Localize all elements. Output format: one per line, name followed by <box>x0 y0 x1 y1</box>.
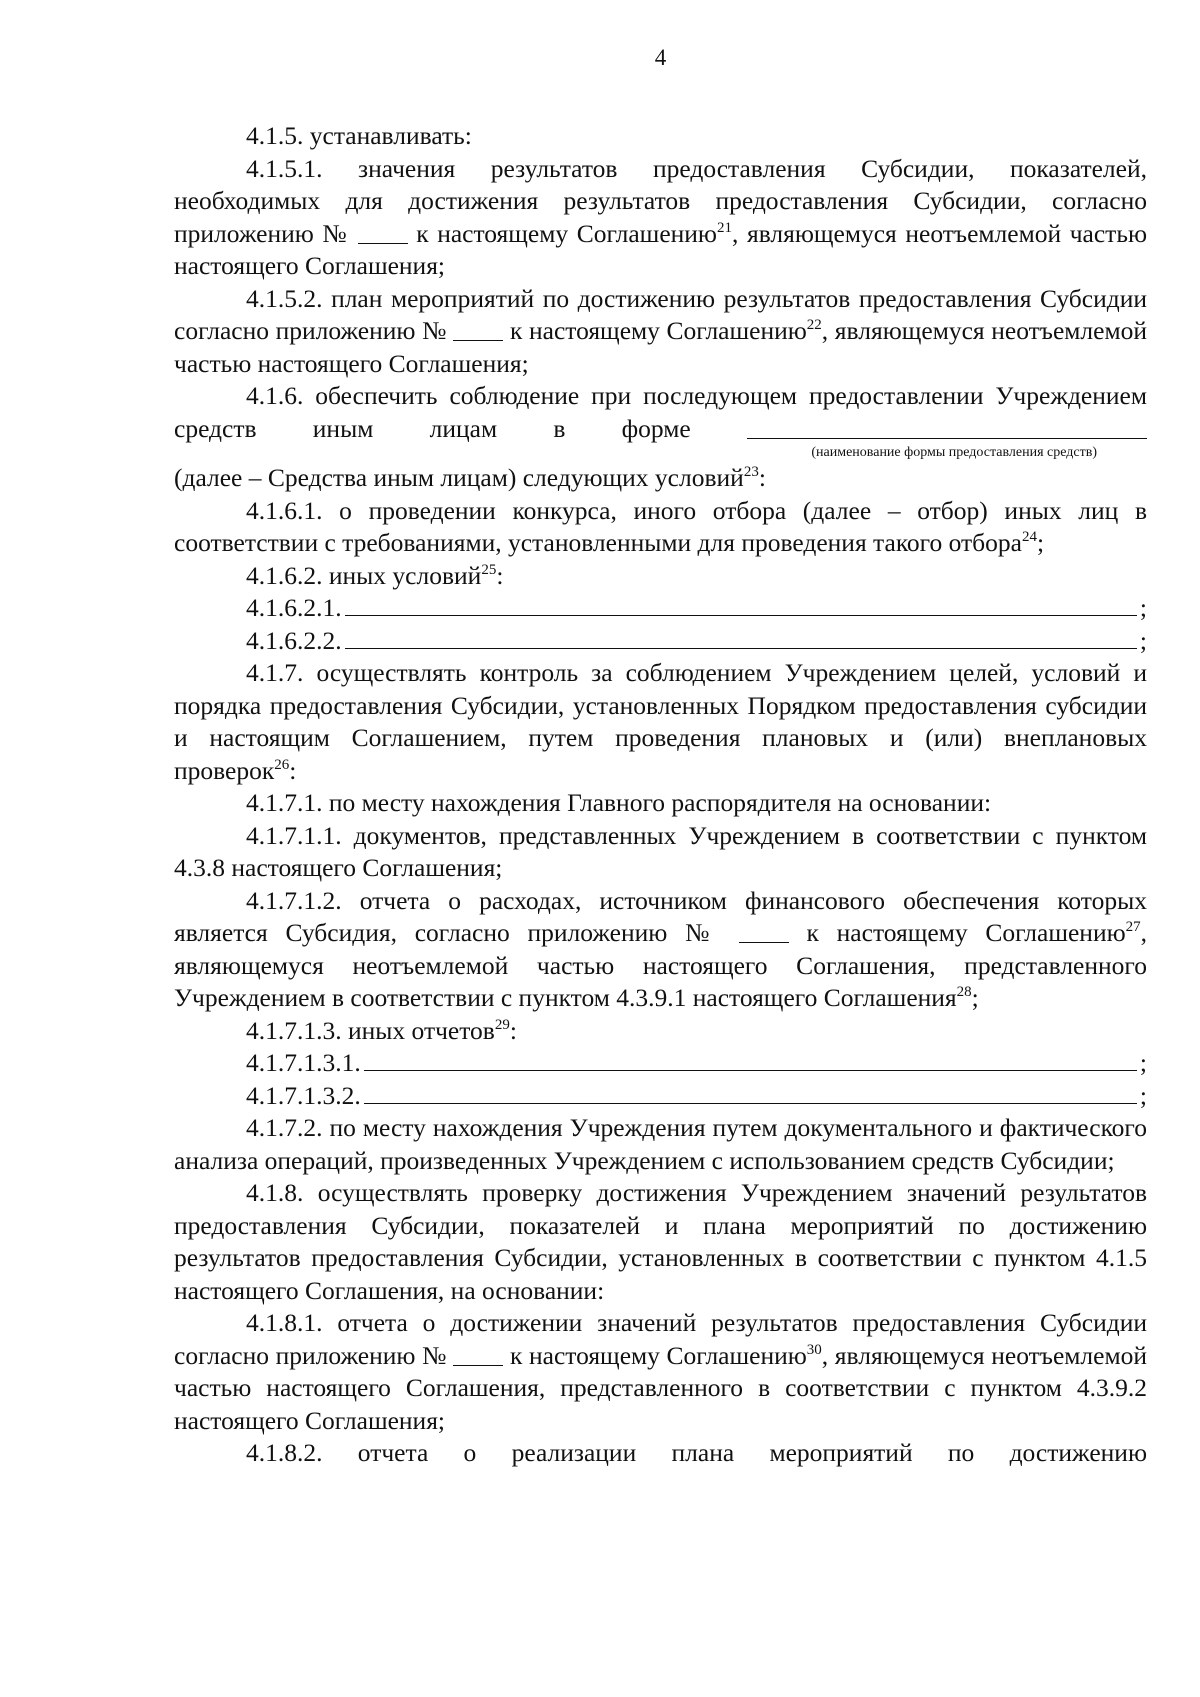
clause-text: 4.1.6.1. о проведении конкурса, иного отбора (далее – отбор) иных лиц в соответствии с требованиями, установленными для проведения такого отбора <box>174 495 1147 557</box>
blank-line <box>345 593 1137 616</box>
blank-line <box>364 1081 1137 1104</box>
clause-text: ; <box>1139 1080 1147 1110</box>
clause-text: 4.1.7.1.3.1. <box>246 1048 361 1077</box>
page-number: 4 <box>654 45 667 70</box>
footnote-ref: 30 <box>806 1341 822 1358</box>
clause-text: 4.1.6.2.2. <box>246 625 342 655</box>
clause-text: к настоящему Соглашению <box>416 218 717 248</box>
clause-text: 4.1.7.1.1. документов, представленных Учреждением в соответствии с пунктом 4.3.8 настоящего Соглашения; <box>174 820 1147 882</box>
footnote-ref: 22 <box>806 317 822 333</box>
clause-text: 4.1.6.2. иных условий <box>246 560 482 590</box>
clause-4-1-7-1-3-1 <box>174 1047 1147 1080</box>
footnote-ref: 27 <box>1125 919 1141 935</box>
blank-line <box>453 318 503 341</box>
clause-text: 4.1.7.2. по месту нахождения Учреждения путем документального и фактического анализа операций, произведенных Учреждением с использованием средств Субсидии; <box>174 1113 1147 1175</box>
clause-text: ; <box>1036 528 1045 557</box>
clause-4-1-8 <box>174 1177 1147 1307</box>
clause-text: 4.1.6.2.1. <box>246 593 342 622</box>
clause-text: 4.1.7.1. по месту нахождения Главного распорядителя на основании: <box>246 788 992 817</box>
clause-text: , являющемуся неотъемлемой частью настоящего Соглашения, представленного в соответствии с пунктом 4.3.9.2 настоящего Соглашения; <box>174 1340 1147 1435</box>
clause-text: ; <box>1139 1048 1147 1077</box>
clause-4-1-8-1 <box>174 1307 1147 1437</box>
clause-text: , являющемуся неотъемлемой частью настоящего Соглашения; <box>174 316 1147 378</box>
clause-4-1-6 <box>174 380 1147 445</box>
clause-text: ; <box>1139 593 1147 622</box>
blank-line <box>739 920 789 943</box>
footnote-ref: 28 <box>956 984 972 1000</box>
clause-text: 4.1.5.2. план мероприятий по достижению результатов предоставления Субсидии согласно приложению № <box>174 283 1147 345</box>
clause-4-1-7-1-3-2 <box>174 1080 1147 1113</box>
clause-4-1-6-1 <box>174 495 1147 560</box>
clause-4-1-6-2-2 <box>174 625 1147 658</box>
clause-4-1-7-1 <box>174 787 1147 820</box>
clause-text: 4.1.8.1. отчета о достижении значений результатов предоставления Субсидии согласно приложению № <box>174 1308 1147 1370</box>
clause-4-1-5-2 <box>174 283 1147 381</box>
document-body <box>174 120 1147 1470</box>
clause-text: 4.1.7.1.3. иных отчетов <box>246 1015 495 1045</box>
clause-text: 4.1.7. осуществлять контроль за соблюдением Учреждением целей, условий и порядка предоставления Субсидии, установленных Порядком предоставления субсидии и настоящим Соглашением, путем проведения плановых и (или) внеплановых проверок <box>174 658 1147 785</box>
clause-text: ; <box>971 983 979 1012</box>
clause-4-1-6-2-1 <box>174 592 1147 625</box>
clause-text: 4.1.8.2. отчета о реализации плана мероприятий по достижению <box>246 1438 1147 1467</box>
form-name-blank <box>747 416 1147 439</box>
clause-text: , являющемуся неотъемлемой частью настоящего Соглашения; <box>174 218 1148 280</box>
clause-text: : <box>758 463 766 492</box>
clause-text: 4.1.6. обеспечить соблюдение при последующем предоставлении Учреждением средств иным лицам в форме <box>174 381 1147 443</box>
clause-4-1-8-2 <box>174 1437 1147 1470</box>
clause-4-1-7-1-2 <box>174 885 1147 1015</box>
clause-text: 4.1.8. осуществлять проверку достижения Учреждением значений результатов предоставления Субсидии, показателей и плана мероприятий по достижению результатов предоставления Субсидии, установленных в соответствии с пунктом 4.1.5 настоящего Соглашения, на основании: <box>174 1178 1147 1305</box>
clause-4-1-7 <box>174 657 1147 787</box>
blank-line <box>453 1343 503 1366</box>
clause-text: к настоящему Соглашению <box>806 918 1126 947</box>
footnote-ref: 26 <box>274 756 290 773</box>
clause-4-1-6-2 <box>174 560 1147 593</box>
clause-text: (далее – Средства иным лицам) следующих условий <box>174 463 744 492</box>
clause-text: 4.1.7.1.3.2. <box>246 1080 361 1110</box>
clause-text: : <box>509 1015 517 1045</box>
blank-caption: (наименование формы предоставления средств) <box>811 445 1097 460</box>
clause-4-1-7-1-1 <box>174 820 1147 885</box>
clause-4-1-7-1-3 <box>174 1015 1147 1048</box>
clause-text: 4.1.5.1. значения результатов предоставления Субсидии, показателей, необходимых для достижения результатов предоставления Субсидии, согласно приложению № <box>174 153 1147 248</box>
clause-text: 4.1.7.1.2. отчета о расходах, источником финансового обеспечения которых является Субсидия, согласно приложению № <box>174 885 1147 947</box>
clause-text: , являющемуся неотъемлемой частью настоящего Соглашения, представленного Учреждением в соответствии с пунктом 4.3.9.1 настоящего Соглашения <box>174 918 1148 1012</box>
footnote-ref: 24 <box>1021 529 1037 545</box>
footnote-ref: 21 <box>716 219 732 236</box>
clause-text: : <box>289 755 297 785</box>
blank-line <box>364 1048 1137 1071</box>
clause-4-1-5-1 <box>174 153 1147 283</box>
footnote-ref: 29 <box>494 1016 510 1033</box>
clause-text: к настоящему Соглашению <box>509 1340 807 1370</box>
clause-text: : <box>496 560 504 590</box>
clause-text: 4.1.5. устанавливать: <box>246 121 472 150</box>
clause-4-1-5 <box>174 120 1147 153</box>
blank-line <box>345 626 1137 649</box>
blank-line <box>358 221 408 244</box>
clause-text: ; <box>1139 625 1147 655</box>
footnote-ref: 25 <box>481 561 497 578</box>
clause-text: к настоящему Соглашению <box>509 316 807 345</box>
clause-4-1-6-cont <box>174 462 1147 495</box>
clause-4-1-7-2 <box>174 1112 1147 1177</box>
footnote-ref: 23 <box>743 464 759 480</box>
